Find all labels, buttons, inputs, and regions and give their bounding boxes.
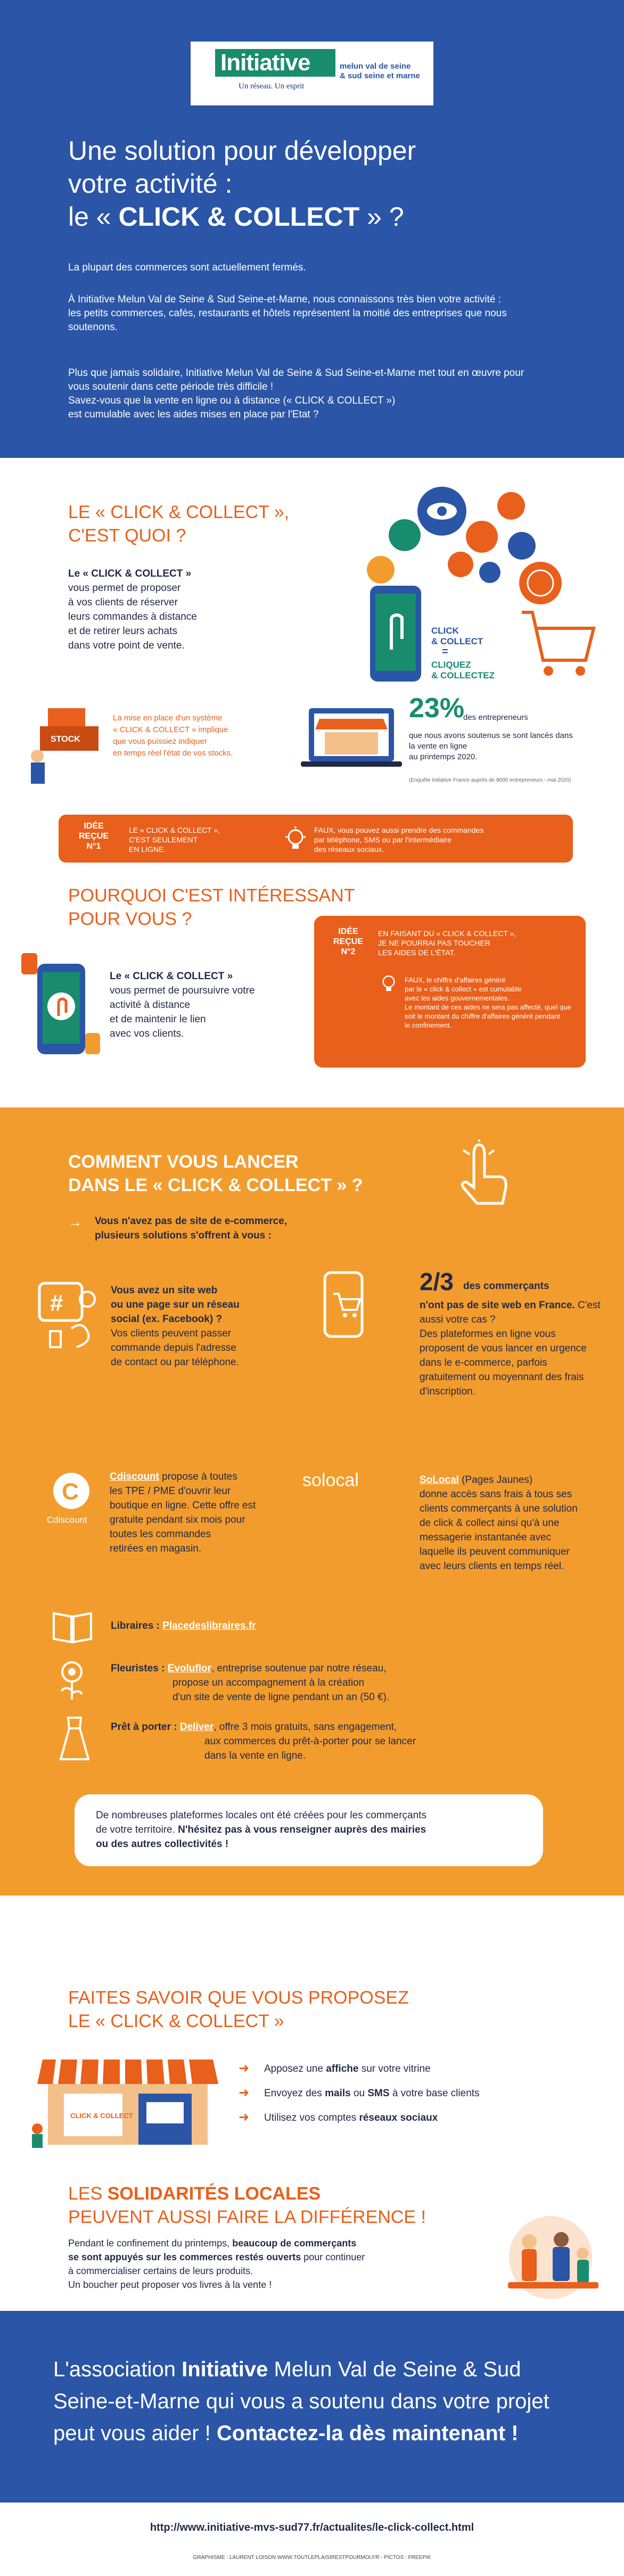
logo-location-line2: & sud seine et marne	[340, 71, 420, 80]
arrow-right-icon: →	[68, 1214, 82, 1230]
collect-label: & COLLECT	[431, 636, 483, 646]
store-sign-text: CLICK & COLLECT	[70, 2112, 133, 2120]
stat-2-3-line2: n'ont pas de site web en France.	[420, 1300, 575, 1311]
promote-item3-pre: Utilisez vos comptes	[264, 2112, 359, 2123]
solocal-line5: messagerie instantanée avec	[420, 1532, 552, 1543]
idea-2-statement-line3: LES AIDES DE L'ÉTAT.	[378, 948, 456, 957]
stat-2-3-line7: gratuitement ou moyennant des frais	[420, 1372, 584, 1383]
what-heading-line1: LE « CLICK & COLLECT »,	[68, 502, 290, 522]
idea-2-box	[314, 916, 586, 1068]
stat-2-3-line1	[463, 1279, 602, 1293]
fleuristes-option	[111, 1661, 515, 1704]
idea-1-tag-line3: N°1	[86, 842, 101, 851]
how-heading	[68, 1150, 363, 1197]
cdiscount-line4: gratuite pendant six mois pour	[110, 1514, 245, 1525]
stat-23-text	[463, 712, 602, 723]
intro-p3b-text: Savez-vous que la vente en ligne ou à distance (« CLICK & COLLECT »)	[68, 395, 396, 406]
stat-2-3-line8: d'inscription.	[420, 1386, 476, 1397]
idea-1-statement	[129, 825, 273, 854]
store-icon	[32, 2049, 224, 2150]
laptop-store-icon	[298, 703, 405, 783]
local-p-line4: Un boucher peut proposer vos livres à la vente !	[68, 2279, 272, 2290]
contact-line1-pre: L'association	[53, 2358, 182, 2381]
idea-1-answer-line1: FAUX, vous pouvez aussi prendre des commandes	[314, 826, 484, 834]
intro-title	[68, 134, 547, 233]
promote-item2-mid: ou	[350, 2088, 368, 2099]
cdiscount-logo-text: Cdiscount	[47, 1515, 87, 1525]
promote-item1-bold: affiche	[326, 2063, 359, 2074]
libraires-option	[111, 1619, 430, 1633]
stat-2-3-body	[420, 1298, 601, 1399]
bulb-icon	[378, 972, 399, 994]
music-bubble	[389, 519, 421, 551]
stock-note	[113, 712, 283, 759]
arrow-right-icon: ➜	[239, 2061, 250, 2075]
fleuristes-line3: d'un site de vente de ligne pendant un an (50 €).	[173, 1692, 390, 1703]
what-body	[68, 567, 292, 653]
solocal-line6: laquelle ils peuvent communiquer	[420, 1546, 570, 1557]
wallet-bubble	[367, 556, 395, 584]
why-body-line5: avec vos clients.	[110, 1028, 184, 1039]
solocal-line2: donne accès sans frais à tous ses	[420, 1489, 572, 1500]
local-p-line1-pre: Pendant le confinement du printemps,	[68, 2238, 233, 2249]
dress-icon	[53, 1714, 96, 1762]
why-heading	[68, 884, 355, 931]
callout-line1: De nombreuses plateformes locales ont été créées pour les commerçants	[96, 1810, 426, 1821]
idea-2-statement-line1: EN FAISANT DU « CLICK & COLLECT »,	[378, 929, 516, 938]
local-heading-pre: LES	[68, 2184, 108, 2204]
stat-2-3-line1-text: des commerçants	[463, 1281, 549, 1292]
why-body-line2: vous permet de poursuivre votre	[110, 985, 255, 996]
social-line3: social (ex. Facebook) ?	[111, 1314, 223, 1325]
contact-line1-post: Melun Val de Seine & Sud	[268, 2358, 521, 2381]
intro-section	[0, 0, 624, 458]
local-p-line2-post: pour continuer	[301, 2252, 365, 2262]
how-intro-line2: plusieurs solutions s'offrent à vous :	[95, 1230, 272, 1241]
solocal-line3: clients commerçants à une solution	[420, 1503, 578, 1514]
how-heading-line2: DANS LE « CLICK & COLLECT » ?	[68, 1175, 363, 1195]
article-url-link[interactable]: http://www.initiative-mvs-sud77.fr/actualites/le-click-collect.html	[150, 2522, 474, 2533]
phone-cart-icon	[314, 1267, 373, 1342]
promote-section	[0, 1896, 624, 2311]
logo	[191, 42, 433, 105]
what-body-line3: à vos clients de réserver	[68, 597, 178, 608]
cart-bubble	[448, 552, 473, 577]
idea-2-answer-line5: soit le montant du chiffre d'affaires généré pendant	[405, 1012, 560, 1020]
stat-23-value: 23%	[409, 693, 465, 724]
stat-2-3-value: 2/3	[420, 1268, 454, 1295]
solocal-link[interactable]: SoLocal	[420, 1474, 459, 1486]
why-heading-line1: POURQUOI C'EST INTÉRESSANT	[68, 885, 355, 906]
solocal-line7: avec leurs clients en temps réel.	[420, 1561, 564, 1572]
contact-line1-bold: Initiative	[182, 2358, 268, 2381]
stat-2-3-line3: aussi votre cas ?	[420, 1314, 496, 1325]
stock-label: STOCK	[51, 735, 80, 744]
pret-a-porter-option	[111, 1720, 537, 1763]
contact-text	[53, 2353, 575, 2449]
local-paragraph	[68, 2236, 494, 2292]
local-p-line2-bold: se sont appuyés sur les commerces restés ouverts	[68, 2252, 301, 2262]
promote-heading	[68, 1986, 409, 2033]
promote-item1-post: sur votre vitrine	[358, 2063, 431, 2074]
promote-item-2	[264, 2086, 584, 2101]
click-collect-illustration	[298, 479, 596, 692]
shopping-cart	[522, 612, 594, 660]
equals-label: =	[442, 646, 448, 658]
svg-text:C: C	[62, 1479, 79, 1505]
intro-title-line1: Une solution pour développer	[68, 136, 416, 166]
idea-2-answer-line2: par le « click & collect » est cumulable	[405, 985, 522, 993]
idea-1-statement-line1: LE « CLICK & COLLECT »,	[129, 826, 220, 834]
intro-title-prefix: le «	[68, 202, 119, 232]
pap-label: Prêt à porter :	[111, 1721, 180, 1733]
pointer-bubble	[497, 492, 525, 520]
contact-line3-pre: peut vous aider !	[53, 2422, 217, 2445]
contact-line3-bold: Contactez-la dès maintenant !	[216, 2422, 519, 2445]
stat-2-3-line5: proposent de vous lancer en urgence	[420, 1343, 587, 1354]
idea-2-tag-line2: REÇUE	[333, 937, 363, 946]
social-line1: Vous avez un site web	[111, 1285, 218, 1296]
why-body-line1: Le « CLICK & COLLECT »	[110, 971, 233, 982]
idea-1-answer-line2: par téléphone, SMS ou par l'intermédiaire	[314, 835, 451, 844]
stat-23-line2: que nous avons soutenus se sont lancés dans	[409, 731, 573, 740]
what-body-line6: dans votre point de vente.	[68, 640, 185, 651]
fleuristes-line2: propose un accompagnement à la création	[173, 1677, 365, 1688]
deliver-link[interactable]: Deliver	[179, 1721, 214, 1733]
stock-illustration	[27, 703, 106, 788]
headphones-bubble	[466, 521, 498, 553]
idea-1-banner	[59, 815, 573, 863]
solocal-line1: (Pages Jaunes)	[458, 1474, 533, 1486]
how-intro	[95, 1214, 393, 1243]
flower-icon	[53, 1658, 91, 1701]
cdiscount-line6: retirées en magasin.	[110, 1543, 202, 1554]
intro-p3-text: Plus que jamais solidaire, Initiative Melun Val de Seine & Sud Seine-et-Marne met tout en œuvre pour vous soutenir dans cette période très difficile !	[68, 367, 524, 392]
idea-2-answer-line6: le confinement.	[405, 1021, 452, 1029]
promote-heading-line1: FAITES SAVOIR QUE VOUS PROPOSEZ	[68, 1988, 409, 2008]
svg-text:#: #	[50, 1290, 63, 1316]
why-body	[110, 969, 301, 1041]
cdiscount-line3: boutique en ligne. Cette offre est	[110, 1500, 256, 1511]
stock-note-line1: La mise en place d'un système	[113, 713, 223, 723]
social-line2: ou une page sur un réseau	[111, 1299, 240, 1310]
why-heading-line2: POUR VOUS ?	[68, 909, 192, 929]
idea-1-tag-line2: REÇUE	[78, 832, 109, 841]
how-intro-line1: Vous n'avez pas de site de e-commerce,	[95, 1216, 288, 1227]
promote-item-3	[264, 2111, 562, 2125]
bulb-icon	[282, 825, 309, 852]
idea-1-answer	[314, 825, 559, 854]
idea-1-statement-line2: C'EST SEULEMENT	[129, 835, 198, 844]
idea-2-answer-line1: FAUX, le chiffre d'affaires généré	[405, 976, 506, 984]
local-p-line1-bold: beaucoup de commerçants	[232, 2238, 357, 2249]
phone-hand-illustration	[21, 953, 101, 1065]
stat-2-3-line6: dans le e-commerce, parfois	[420, 1357, 547, 1368]
intro-paragraph-2	[68, 293, 537, 334]
promote-item1-pre: Apposez une	[264, 2063, 326, 2074]
what-body-line5: et de retirer leurs achats	[68, 626, 177, 637]
idea-2-tag-line3: N°2	[341, 947, 356, 956]
chat-bubble	[508, 532, 536, 560]
idea-1-tag-line1: IDÉE	[84, 822, 104, 831]
click-label: CLICK	[431, 626, 459, 636]
promote-item2-pre: Envoyez des	[264, 2088, 325, 2099]
logo-wordmark: Initiative	[215, 49, 335, 77]
credits-text: GRAPHISME : LAURENT LOISON WWW.TOUTLEPLAISIRESTPOURMOI.FR - PICTOS : FREEPIK	[193, 2555, 431, 2561]
idea-2-answer	[405, 975, 575, 1030]
intro-p3c-text: est cumulable avec les aides mises en place par l'Etat ?	[68, 409, 319, 420]
why-body-line4: et de maintenir le lien	[110, 1014, 206, 1025]
idea-2-tag-line1: IDÉE	[338, 927, 358, 936]
why-body-line3: activité à distance	[110, 999, 191, 1011]
idea-2-tag	[327, 926, 370, 957]
evoluflor-link[interactable]: Evoluflor	[167, 1663, 211, 1674]
promote-item2-post: à votre base clients	[389, 2088, 480, 2099]
what-section	[0, 458, 624, 1107]
stat-23-source: (Enquête Initiative France auprès de 8000 entrepreneurs - mai 2020)	[409, 777, 571, 783]
intro-p2b-text: les petits commerces, cafés, restaurants et hôtels représentent la moitié des entreprises que nous soutenons.	[68, 308, 507, 333]
local-heading-bold: SOLIDARITÉS LOCALES	[107, 2184, 321, 2204]
idea-2-statement-line2: JE NE POURRAI PAS TOUCHER	[378, 939, 490, 947]
callout-line2-bold: N'hésitez pas à vous renseigner auprès des mairies	[178, 1824, 426, 1835]
idea-2-answer-line3: avec les aides gouvernementales.	[405, 994, 510, 1002]
how-section	[0, 1107, 624, 1896]
intro-title-suffix: » ?	[359, 202, 404, 232]
stat-23-line1: des entrepreneurs	[463, 713, 528, 722]
cdiscount-line1: propose à toutes	[159, 1471, 237, 1482]
promote-item-1	[264, 2062, 562, 2076]
stat-2-3-line2b: C'est	[574, 1300, 601, 1311]
promote-item3-bold: réseaux sociaux	[359, 2112, 438, 2123]
shoppers-illustration	[497, 2215, 604, 2311]
local-heading-line2: PEUVENT AUSSI FAIRE LA DIFFÉRENCE !	[68, 2207, 426, 2227]
stat-2-3-line4: Des plateformes en ligne vous	[420, 1328, 556, 1340]
what-body-line1: Le « CLICK & COLLECT »	[68, 568, 192, 579]
cliquez-label: CLIQUEZ	[431, 660, 471, 670]
heart-bubble	[479, 562, 500, 583]
pap-line2: aux commerces du prêt-à-porter pour se lancer	[204, 1736, 416, 1747]
stat-23-line3: la vente en ligne	[409, 742, 467, 751]
what-body-line4: leurs commandes à distance	[68, 611, 197, 622]
logo-location-line1: melun val de seine	[340, 62, 411, 71]
intro-title-bold: CLICK & COLLECT	[118, 202, 360, 232]
cdiscount-option	[110, 1470, 296, 1556]
pap-line3: dans la vente en ligne.	[204, 1750, 306, 1761]
local-p-line3: à commercialiser certains de leurs produits.	[68, 2266, 253, 2276]
cdiscount-link[interactable]: Cdiscount	[110, 1471, 159, 1482]
social-line6: de contact ou par téléphone.	[111, 1357, 239, 1368]
stock-note-line2: « CLICK & COLLECT » implique	[113, 725, 228, 734]
intro-paragraph-1: La plupart des commerces sont actuellement fermés.	[68, 262, 306, 273]
promote-item2-bold1: mails	[325, 2088, 351, 2099]
book-icon	[51, 1608, 94, 1645]
callout-line3-bold: ou des autres collectivités !	[96, 1839, 229, 1850]
solocal-logo: solocal	[302, 1470, 359, 1490]
social-line4: Vos clients peuvent passer	[111, 1328, 232, 1339]
cdiscount-line5: toutes les commandes	[110, 1529, 211, 1540]
local-heading	[68, 2182, 426, 2229]
idea-2-answer-line4: Le montant de ces aides ne sera pas affecté, quel que	[405, 1003, 571, 1011]
what-body-line2: vous permet de proposer	[68, 583, 181, 594]
arrow-right-icon: ➜	[239, 2086, 250, 2100]
promote-item2-bold2: SMS	[367, 2088, 390, 2099]
idea-1-statement-line3: EN LIGNE.	[129, 845, 166, 854]
libraires-label: Libraires :	[111, 1620, 163, 1631]
logo-tagline: Un réseau. Un esprit	[239, 82, 305, 91]
intro-title-line2: votre activité :	[68, 169, 233, 199]
intro-p2-text: À Initiative Melun Val de Seine & Sud Seine-et-Marne, nous connaissons très bien votre activité :	[68, 294, 501, 305]
promote-heading-line2: LE « CLICK & COLLECT »	[68, 2011, 284, 2031]
idea-1-tag	[72, 821, 115, 851]
stat-23-line4: au printemps 2020.	[409, 752, 478, 761]
solocal-line4: de click & collect ainsi qu'à une	[420, 1517, 560, 1529]
social-option	[111, 1283, 286, 1369]
pap-line1: , offre 3 mois gratuits, sans engagement,	[214, 1721, 397, 1733]
contact-section	[0, 2311, 624, 2503]
cdiscount-logo-icon	[39, 1470, 103, 1528]
stock-note-line4: en temps réel l'état de vos stocks.	[113, 749, 233, 758]
what-heading	[68, 501, 289, 547]
idea-2-statement	[378, 929, 575, 957]
fleuristes-line1: , entreprise soutenue par notre réseau,	[211, 1663, 387, 1674]
social-line5: commande depuis l'adresse	[111, 1342, 236, 1353]
fleuristes-label: Fleuristes :	[111, 1663, 168, 1674]
intro-paragraph-3	[68, 366, 537, 422]
hashtag-icon	[29, 1278, 109, 1352]
collectez-label: & COLLECTEZ	[431, 670, 495, 680]
what-heading-line2: C'EST QUOI ?	[68, 526, 186, 546]
arrow-right-icon: ➜	[239, 2110, 250, 2124]
idea-1-answer-line3: des réseaux sociaux.	[314, 845, 384, 854]
callout-line2: de votre territoire.	[96, 1824, 178, 1835]
local-platforms-callout	[75, 1794, 543, 1866]
placedeslibraires-link[interactable]: Placedeslibraires.fr	[162, 1620, 256, 1631]
how-heading-line1: COMMENT VOUS LANCER	[68, 1152, 299, 1172]
hand-click-icon	[447, 1139, 516, 1209]
contact-line2: Seine-et-Marne qui vous a soutenu dans votre projet	[53, 2390, 549, 2413]
bike-bubble	[519, 562, 562, 604]
stock-note-line3: que vous puissiez indiquer	[113, 737, 207, 746]
solocal-option	[420, 1473, 606, 1573]
cdiscount-line2: les TPE / PME d'ouvrir leur	[110, 1486, 231, 1497]
stat-23-text-rest	[409, 731, 601, 762]
